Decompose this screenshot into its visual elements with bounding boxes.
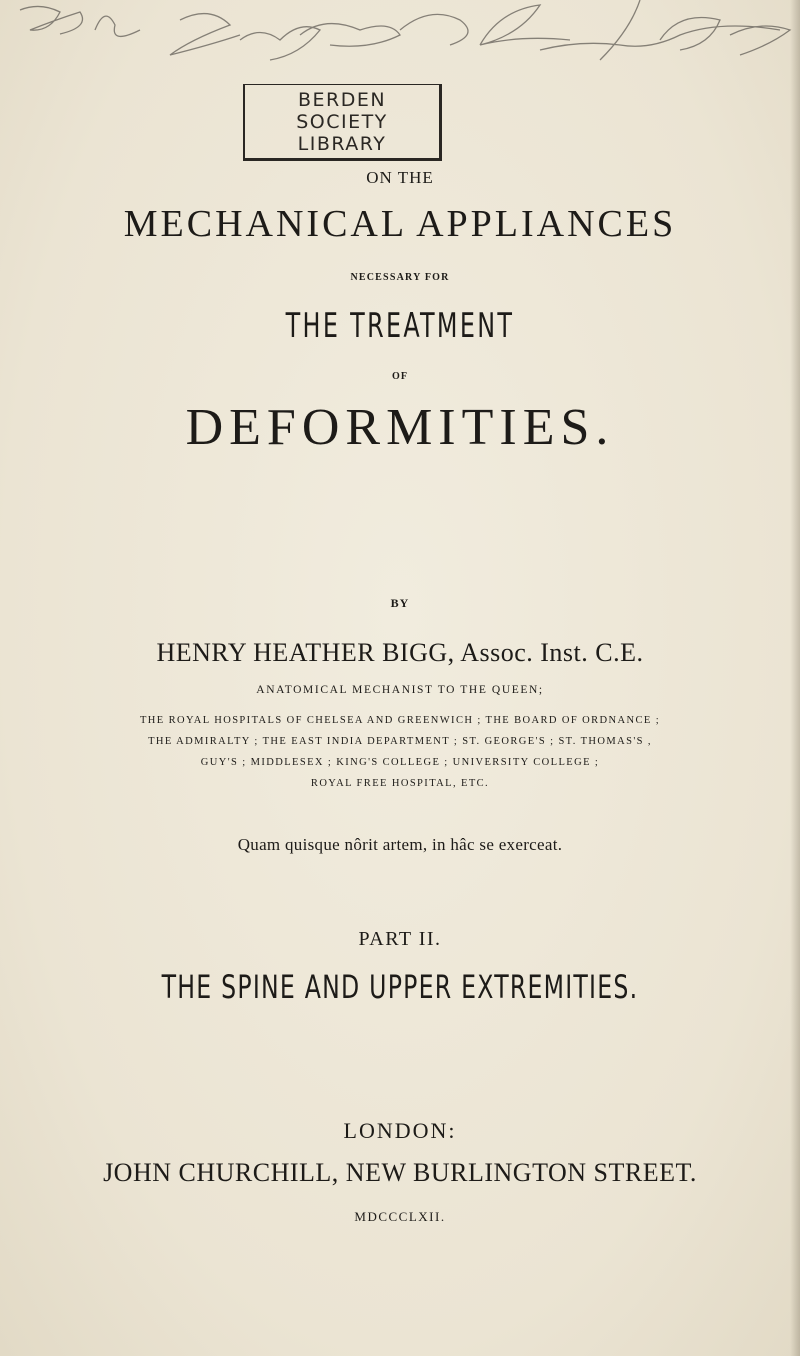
- author-role: ANATOMICAL MECHANIST TO THE QUEEN;: [256, 684, 544, 696]
- title-deformities: DEFORMITIES.: [185, 399, 615, 456]
- library-stamp: [243, 84, 442, 161]
- title-the-treatment: THE TREATMENT: [285, 306, 515, 346]
- hospitals-line: GUY'S ; MIDDLESEX ; KING'S COLLEGE ; UNIVERSITY COLLEGE ;: [200, 757, 600, 768]
- title-of: OF: [392, 371, 408, 382]
- title-on-the: ON THE: [366, 168, 434, 187]
- author-name: HENRY HEATHER BIGG, Assoc. Inst. C.E.: [156, 638, 644, 667]
- latin-motto: Quam quisque nôrit artem, in hâc se exerceat.: [237, 835, 563, 854]
- title-mechanical-appliances: MECHANICAL APPLIANCES: [123, 203, 677, 245]
- page-edge-shadow: [790, 0, 800, 1356]
- part-subtitle: THE SPINE AND UPPER EXTREMITIES.: [161, 968, 639, 1006]
- title-necessary-for: NECESSARY FOR: [350, 272, 450, 283]
- hospitals-line: THE ADMIRALTY ; THE EAST INDIA DEPARTMENT ; ST. GEORGE'S ; ST. THOMAS'S ,: [148, 736, 652, 747]
- author-by: BY: [390, 596, 410, 610]
- part-label: PART II.: [358, 928, 442, 950]
- stamp-line-3: LIBRARY: [297, 133, 387, 155]
- hospitals-line: ROYAL FREE HOSPITAL, ETC.: [310, 778, 490, 789]
- stamp-line-2: SOCIETY: [296, 111, 388, 133]
- imprint-city: LONDON:: [343, 1118, 457, 1143]
- hospitals-line: THE ROYAL HOSPITALS OF CHELSEA AND GREENWICH ; THE BOARD OF ORDNANCE ;: [139, 715, 661, 726]
- pen-scribble-marks: [0, 0, 800, 90]
- imprint-publisher: JOHN CHURCHILL, NEW BURLINGTON STREET.: [103, 1158, 697, 1187]
- imprint-year: MDCCCLXII.: [354, 1209, 446, 1224]
- stamp-line-1: BERDEN: [297, 89, 387, 111]
- author-hospitals: [0, 710, 800, 794]
